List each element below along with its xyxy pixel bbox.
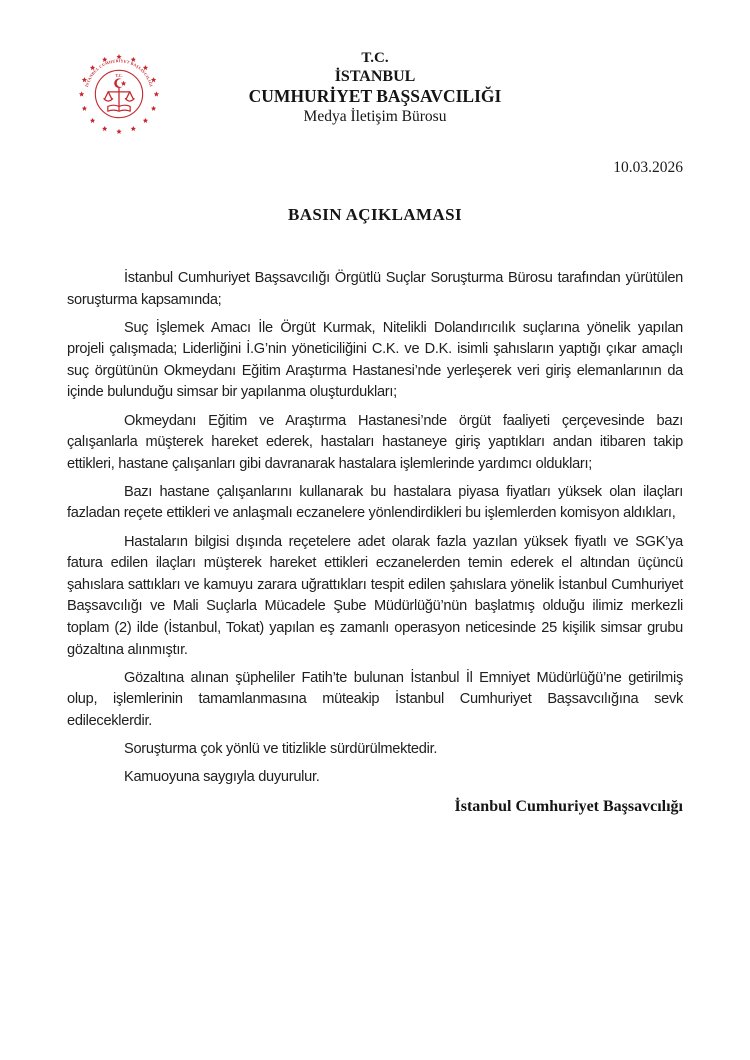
body-paragraph-5: Hastaların bilgisi dışında reçetelere adet olarak fazla yazılan yüksek fiyatlı ve SGK’ya fatura edilen ilaçları müşterek hareket ettikleri eczanelerden temin ederek el altından üçüncü şahıslara sattıkları ve kamuyu zarara uğrattıkları tespit edilen şahıslara yönelik İstanbul Cumhuriyet Başsavcılığı ve Mali Suçlarla Mücadele Şube Müdürlüğü’nün başlatmış olduğu ilimiz merkezli toplam (2) ilde (İstanbul, Tokat) yapılan eş zamanlı operasyon neticesinde 25 kişilik simsar grubu gözaltına alınmıştır. [67, 533, 683, 658]
body-paragraph-8: Kamuoyuna saygıyla duyurulur. [124, 768, 320, 785]
body-paragraph-1: İstanbul Cumhuriyet Başsavcılığı Örgütlü Suçlar Soruşturma Bürosu tarafından yürütülen soruşturma kapsamında; [67, 270, 683, 308]
body-paragraph-2: Suç İşlemek Amacı İle Örgüt Kurmak, Nitelikli Dolandırıcılık suçlarına yönelik yapılan projeli çalışmada; Liderliğini İ.G’nin yöneticiliğini C.K. ve D.K. isimli şahısların yaptığı çıkar amaçlı suç örgütünün Okmeydanı Eğitim Araştırma Hastanesi’nde yerleşerek veri giriş elemanlarının da içinde bulunduğu simsar bir yapılanma oluşturdukları; [67, 319, 683, 401]
body-paragraph-3: Okmeydanı Eğitim ve Araştırma Hastanesi’nde örgüt faaliyeti çerçevesinde bazı çalışanlarla müşterek hareket ederek, hastaları hastaneye giriş yaptıkları andan itibaren takip ettikleri, hastane çalışanları gibi davranarak hastalara işlemlerinde yardımcı oldukları; [67, 412, 683, 472]
letterhead-office: CUMHURİYET BAŞSAVCILIĞI [248, 86, 502, 106]
emblem-ring-text: İSTANBUL CUMHURİYET BAŞSAVCILIĞI [84, 58, 154, 88]
letterhead-bureau: Medya İletişim Bürosu [303, 108, 447, 125]
letterhead-tc: T.C. [361, 50, 389, 66]
document-date: 10.03.2026 [613, 159, 683, 176]
document-title: BASIN AÇIKLAMASI [287, 205, 463, 224]
document-body [67, 0, 683, 816]
body-paragraph-4: Bazı hastane çalışanlarını kullanarak bu hastalara piyasa fiyatları yüksek olan ilaçları fazladan reçete ettikleri ve anlaşmalı eczanelere yönlendirdikleri bu işlemlerden komisyon aldıkları, [67, 483, 683, 522]
body-paragraph-6: Gözaltına alınan şüpheliler Fatih’te bulunan İstanbul İl Emniyet Müdürlüğü’ne getirilmiş olup, işlemlerinin tamamlanmasına müteakip İstanbul Cumhuriyet Başsavcılığına sevk edileceklerdir. [67, 669, 683, 729]
body-paragraph-7: Soruşturma çok yönlü ve titizlikle sürdürülmektedir. [124, 740, 438, 757]
signature: İstanbul Cumhuriyet Başsavcılığı [454, 797, 683, 815]
letterhead-city: İSTANBUL [334, 68, 416, 85]
emblem-tc-text: T.C. [115, 74, 123, 79]
